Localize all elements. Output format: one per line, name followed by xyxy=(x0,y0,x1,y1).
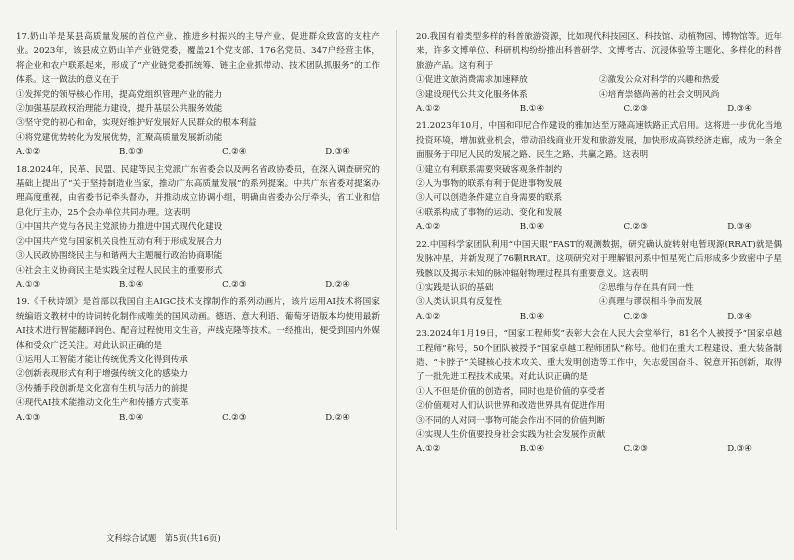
answer-choices xyxy=(416,442,782,456)
answer-choice: D.②④ xyxy=(325,412,350,423)
question-stem: 19.《千秋诗颂》是首部以我国自主AIGC技术支撑制作的系列动画片，该片运用AI技术将国家统编语文教材中的诗词转化制作成唯美的国风动画。德语、意大利语、葡萄牙语版本均使用最新AI技术进行智能翻译润色、配音过程使用文生音，声线克隆等技术。一经推出，便受到国内外媒体和受众广泛关注。对此认识正确的是 xyxy=(16,297,380,351)
option: ④现代AI技术能推动文化生产和传播方式变革 xyxy=(16,398,189,409)
option: ②中国共产党与国家机关良性互动有利于形成发展合力 xyxy=(16,236,223,247)
answer-choice: B.①④ xyxy=(519,104,545,115)
option: ②加强基层政权治理能力建设，提升基层公共服务效能 xyxy=(16,104,223,115)
option: ③人类认识具有反复性 xyxy=(416,297,502,308)
option: ①中国共产党与各民主党派协力推进中国式现代化建设 xyxy=(16,222,223,233)
question-18 xyxy=(16,163,380,293)
answer-choice: A.①③ xyxy=(16,279,41,290)
option: ③坚守党的初心和命，实现好维护好发展好人民群众的根本利益 xyxy=(16,118,257,129)
answer-choices xyxy=(16,411,380,425)
option-row xyxy=(416,295,782,309)
answer-choice: C.②③ xyxy=(623,311,648,322)
column-divider xyxy=(396,30,397,530)
option-row xyxy=(416,73,782,87)
option: ④真理与谬误相斗争而发展 xyxy=(599,297,703,308)
option: ③不同的人对同一事物可能会作出不同的价值判断 xyxy=(416,415,606,426)
answer-choices xyxy=(16,278,380,292)
question-19 xyxy=(16,295,380,425)
left-column xyxy=(16,30,380,428)
answer-choices xyxy=(416,220,782,234)
option: ①发挥党的领导核心作用，提高党组织管理产业的能力 xyxy=(16,89,223,100)
question-21 xyxy=(416,119,782,234)
answer-choice: A.①② xyxy=(416,222,441,233)
question-stem: 18.2024年，民革、民盟、民建等民主党派广东省委会以及两名省政协委员，在深入调查研究的基础上提出了“关于坚持制造业当家，推动广东高质量发展”的系列提案。中共广东省委对提案办理高度重视，由省委书记牵头督办，并推动成立协调小组，明确由省委办公厅牵头，省工业和信息化厅主办，25个会办单位共同办理。这表明 xyxy=(16,164,380,218)
option: ③人可以创造条件建立自身需要的联系 xyxy=(416,193,563,204)
option: ③建设现代公共文化服务体系 xyxy=(416,89,528,100)
option-row xyxy=(416,88,782,102)
question-stem: 17.奶山羊是某县高质量发展的首位产业、推进乡村振兴的主导产业、促进群众致富的支柱产业。2023年，该县成立奶山羊产业链党委，覆盖21个党支部、176名党员、347户经营主体，将企业和农户联系起来，形成了“产业链党委抓统筹、链主企业抓带动、技术团队抓服务”的工作体系。这一做法的意义在于 xyxy=(16,32,380,86)
option: ③人民政协围绕民主与和谐两大主题履行政治协商职能 xyxy=(16,251,223,262)
option: ②价值观对人们认识世界和改造世界具有促进作用 xyxy=(416,401,606,412)
option: ①促进文旅消费需求加速释放 xyxy=(416,75,528,86)
answer-choice: A.①② xyxy=(416,444,441,455)
option: ④实现人生价值要投身社会实践为社会发展作贡献 xyxy=(416,429,606,440)
option: ③传播手段创新是文化富有生机与活力的前提 xyxy=(16,383,188,394)
answer-choice: B.①④ xyxy=(119,279,144,290)
answer-choices xyxy=(416,310,782,324)
answer-choice: D.③④ xyxy=(727,311,752,322)
option: ②创新表现形式有利于增强传统文化的感染力 xyxy=(16,369,188,380)
answer-choice: D.③④ xyxy=(727,444,752,455)
answer-choice: A.①② xyxy=(416,104,441,115)
answer-choice: B.①④ xyxy=(119,412,144,423)
answer-choice: C.②③ xyxy=(222,279,247,290)
question-22 xyxy=(416,238,782,324)
answer-choice: D.②④ xyxy=(325,279,350,290)
option: ①建立有利联系需要突破客观条件制约 xyxy=(416,164,563,175)
answer-choice: D.③④ xyxy=(325,147,350,158)
question-17 xyxy=(16,30,380,160)
right-column xyxy=(416,30,782,460)
answer-choices xyxy=(416,102,782,116)
answer-choice: C.②③ xyxy=(623,222,648,233)
question-20 xyxy=(416,30,782,116)
option: ②人为事物的联系有利于促进事物发展 xyxy=(416,179,563,190)
option: ④社会主义协商民主是实践全过程人民民主的重要形式 xyxy=(16,265,223,276)
question-stem: 23.2024年1月19日，“国家工程师奖”表彰大会在人民大会堂举行，81名个人被授予“国家卓越工程师”称号，50个团队被授予“国家卓越工程师团队”称号。他们在重大工程建设、重大装备制造、“卡脖子”关键核心技术攻关、重大发明创造等工作中，矢志爱国奋斗、锐意开拓创新，取得了一批先进工程技术成果。对此认识正确的是 xyxy=(416,329,782,383)
answer-choice: D.③④ xyxy=(727,104,752,115)
answer-choice: C.②③ xyxy=(623,444,648,455)
option: ①实践是认识的基础 xyxy=(416,282,494,293)
answer-choice: B.①④ xyxy=(519,444,545,455)
answer-choice: B.①④ xyxy=(519,311,545,322)
answer-choice: C.②④ xyxy=(222,147,247,158)
option: ①运用人工智能才能让传统优秀文化得到传承 xyxy=(16,354,188,365)
question-23 xyxy=(416,327,782,457)
page-footer: 文科综合试题 第5页(共16页) xyxy=(106,533,221,543)
answer-choice: B.①④ xyxy=(519,222,545,233)
answer-choice: A.①② xyxy=(416,311,441,322)
option: ①人不但是价值的创造者，同时也是价值的享受者 xyxy=(416,386,606,397)
question-stem: 20.我国有着类型多样的科普旅游资源，比如现代科技园区、科技馆、动植物园、博物馆等。近年来，许多文博单位、科研机构纷纷推出科普研学、文博考古、沉浸体验等主题化、多样化的科普旅游产品。这有利于 xyxy=(416,32,783,71)
answer-choice: A.①③ xyxy=(16,412,41,423)
option: ④将党建优势转化为发展优势，汇聚高质量发展新动能 xyxy=(16,132,223,143)
option: ④联系构成了事物的运动、变化和发展 xyxy=(416,207,563,218)
option: ②思维与存在具有同一性 xyxy=(599,282,694,293)
answer-choice: D.③④ xyxy=(727,222,752,233)
option: ④培育崇德尚善的社会文明风尚 xyxy=(599,89,720,100)
option: ②激发公众对科学的兴趣和热爱 xyxy=(599,75,720,86)
answer-choice: C.②③ xyxy=(623,104,648,115)
answer-choice: A.①② xyxy=(16,147,41,158)
question-stem: 22.中国科学家团队利用“中国天眼”FAST的观测数据，研究确认旋转射电暂现源(RRAT)就是偶发脉冲星，并新发现了76颗RRAT。这项研究对于理解银河系中恒星死亡后形成多少致密中子星残骸以及揭示未知的脉冲辐射物理过程具有重要意义。这表明 xyxy=(416,239,782,279)
answer-choice: C.②③ xyxy=(222,412,247,423)
option-row xyxy=(416,281,782,295)
answer-choices xyxy=(16,145,380,159)
question-stem: 21.2023年10月，中国和印尼合作建设的雅加达至万隆高速铁路正式启用。这将进一步优化当地投资环境，增加就业机会，带动沿线商业开发和旅游发展，加快形成高铁经济走廊，成为一条全面服务于印尼人民的发展之路、民生之路、共赢之路。这表明 xyxy=(416,121,782,161)
answer-choice: B.①③ xyxy=(119,147,144,158)
